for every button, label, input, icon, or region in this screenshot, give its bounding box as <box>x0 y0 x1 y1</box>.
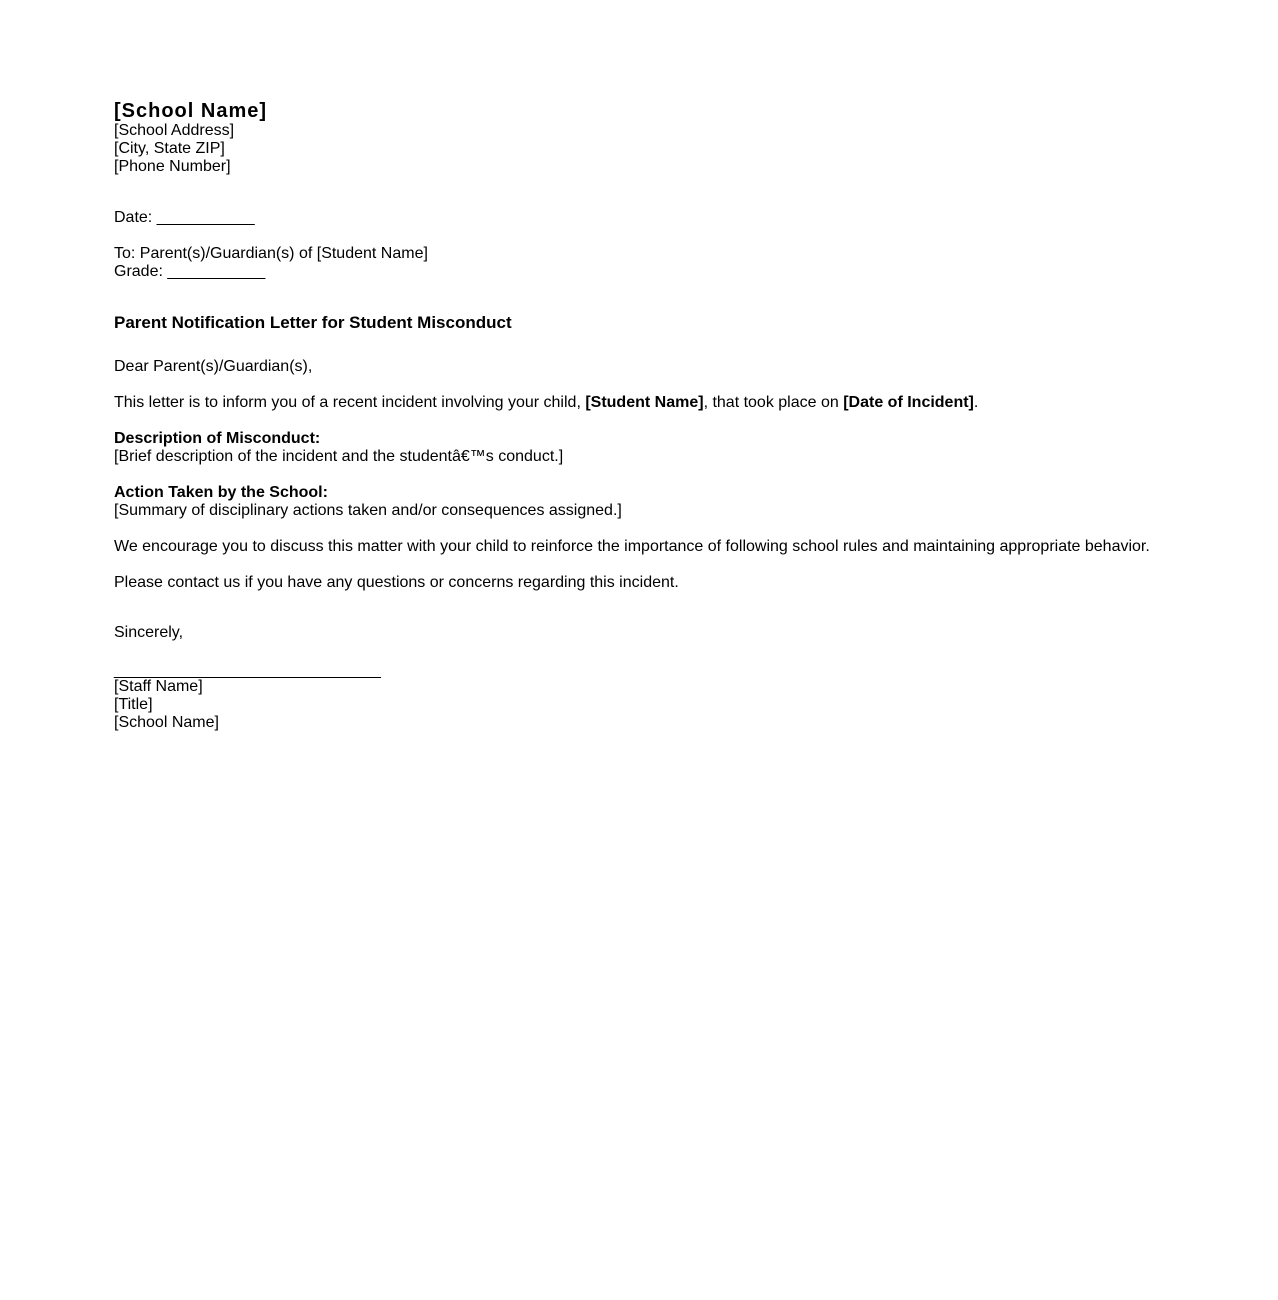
staff-name: [Staff Name] <box>114 678 203 695</box>
city-state-zip: [City, State ZIP] <box>114 140 225 157</box>
encourage-paragraph: We encourage you to discuss this matter with your child to reinforce the importance of following school rules and maintaining appropriate behavior. <box>114 538 1150 555</box>
contact-paragraph: Please contact us if you have any questions or concerns regarding this incident. <box>114 574 679 591</box>
closing: Sincerely, <box>114 624 184 641</box>
grade-blank: ___________ <box>167 263 266 280</box>
description-text: [Brief description of the incident and the studentâ€™s conduct.] <box>114 448 564 465</box>
school-name: [School Name] <box>114 100 268 122</box>
intro-student: [Student Name] <box>585 394 704 411</box>
recipient-block <box>114 245 428 281</box>
action-text: [Summary of disciplinary actions taken and/or consequences assigned.] <box>114 502 622 519</box>
grade-line <box>114 263 428 281</box>
intro-suffix: . <box>973 394 979 411</box>
letter-title: Parent Notification Letter for Student Misconduct <box>114 313 512 332</box>
action-section <box>114 484 622 520</box>
intro-middle: , that took place on <box>703 394 844 411</box>
intro-prefix: This letter is to inform you of a recent incident involving your child, <box>114 394 586 411</box>
grade-label: Grade: <box>114 263 163 280</box>
date-label: Date: <box>114 209 153 226</box>
signature-school-name: [School Name] <box>114 714 219 731</box>
description-section <box>114 430 563 466</box>
school-address: [School Address] <box>114 122 235 139</box>
intro-date: [Date of Incident] <box>843 394 974 411</box>
action-heading: Action Taken by the School: <box>114 484 328 501</box>
phone-number: [Phone Number] <box>114 158 231 175</box>
to-line: To: Parent(s)/Guardian(s) of [Student Name] <box>114 245 428 262</box>
date-line <box>114 209 255 227</box>
description-heading: Description of Misconduct: <box>114 430 321 447</box>
date-blank: ___________ <box>156 209 255 226</box>
intro-paragraph <box>114 394 978 412</box>
signature-block <box>114 678 219 732</box>
school-header <box>114 100 267 176</box>
salutation: Dear Parent(s)/Guardian(s), <box>114 358 313 375</box>
staff-title: [Title] <box>114 696 153 713</box>
signature-line: ______________________________ <box>114 662 381 679</box>
